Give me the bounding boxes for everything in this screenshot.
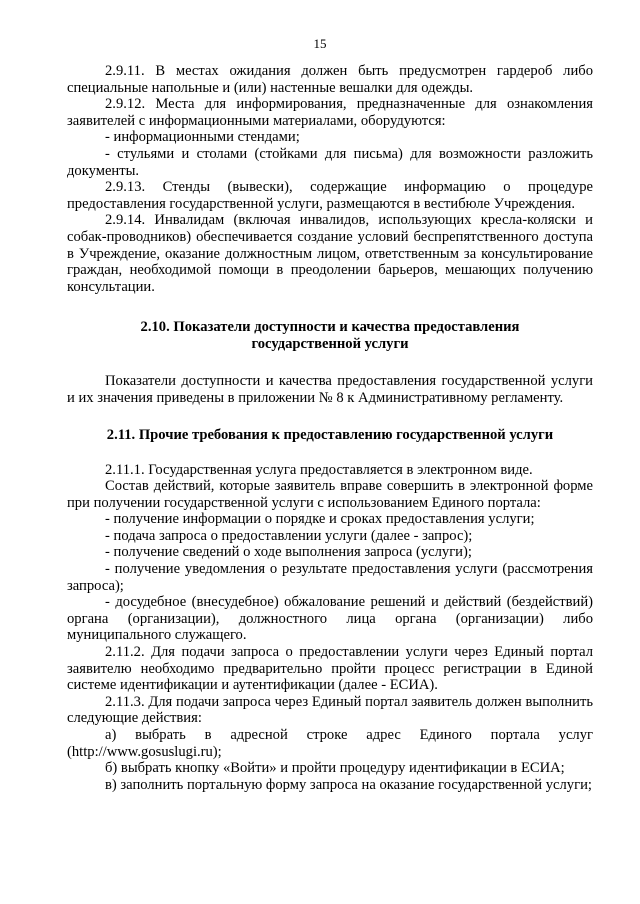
page-content bbox=[67, 63, 593, 793]
spacer bbox=[67, 353, 593, 373]
paragraph-2-9-12: 2.9.12. Места для информирования, предназначенные для ознакомления заявителей с информационными материалами, оборудуются: bbox=[67, 96, 593, 129]
section-heading-2-10-line1: 2.10. Показатели доступности и качества предоставления bbox=[140, 319, 520, 336]
paragraph-2-9-11: 2.9.11. В местах ожидания должен быть предусмотрен гардероб либо специальные напольные и (или) настенные вешалки для одежды. bbox=[67, 63, 593, 96]
list-item: - подача запроса о предоставлении услуги (далее - запрос); bbox=[105, 527, 473, 544]
list-item: в) заполнить портальную форму запроса на оказание государственной услуги; bbox=[105, 776, 592, 793]
list-item: - информационными стендами; bbox=[105, 129, 300, 146]
spacer bbox=[67, 444, 593, 462]
paragraph-2-11-2: 2.11.2. Для подачи запроса о предоставлении услуги через Единый портал заявителю необходимо предварительно пройти процесс регистрации в Единой системе идентификации и аутентификации (далее - ЕСИА). bbox=[67, 644, 593, 694]
paragraph-2-11-3: 2.11.3. Для подачи запроса через Единый портал заявитель должен выполнить следующие действия: bbox=[67, 693, 593, 727]
list-item: - стульями и столами (стойками для письма) для возможности разложить документы. bbox=[67, 145, 593, 179]
list-item: - получение информации о порядке и сроках предоставления услуги; bbox=[105, 511, 535, 528]
paragraph-2-9-13: 2.9.13. Стенды (вывески), содержащие информацию о процедуре предоставления государственной услуги, размещаются в вестибюле Учреждения. bbox=[67, 179, 593, 212]
list-item: б) выбрать кнопку «Войти» и пройти процедуру идентификации в ЕСИА; bbox=[105, 760, 565, 777]
paragraph-2-11-1: 2.11.1. Государственная услуга предоставляется в электронном виде. bbox=[105, 461, 533, 478]
list-item: а) выбрать в адресной строке адрес Единого портала услуг (http://www.gosuslugi.ru); bbox=[67, 727, 593, 760]
page-number: 15 bbox=[313, 36, 327, 51]
section-heading-2-11: 2.11. Прочие требования к предоставлению государственной услуги bbox=[106, 426, 554, 443]
spacer bbox=[67, 407, 593, 427]
list-item: - получение сведений о ходе выполнения запроса (услуги); bbox=[105, 544, 472, 561]
paragraph-2-10: Показатели доступности и качества предоставления государственной услуги и их значения приведены в приложении № 8 к Административному регламенту. bbox=[67, 373, 593, 406]
spacer bbox=[67, 295, 593, 319]
paragraph-actions: Состав действий, которые заявитель вправе совершить в электронной форме при получении государственной услуги с использованием Единого портала: bbox=[67, 478, 593, 511]
section-heading-2-10-line2: государственной услуги bbox=[251, 336, 409, 353]
list-item: - получение уведомления о результате предоставления услуги (рассмотрения запроса); bbox=[67, 561, 593, 594]
list-item: - досудебное (внесудебное) обжалование решений и действий (бездействий) органа (организации), должностного лица органа (организации) либо муниципального служащего. bbox=[67, 594, 593, 644]
paragraph-2-9-14: 2.9.14. Инвалидам (включая инвалидов, использующих кресла-коляски и собак-проводников) обеспечивается создание условий беспрепятственного доступа в Учреждение, оказание должностным лицом, ответственным за консультирование граждан, необходимой помощи в преодолении барьеров, мешающих получению консультации. bbox=[67, 212, 593, 295]
